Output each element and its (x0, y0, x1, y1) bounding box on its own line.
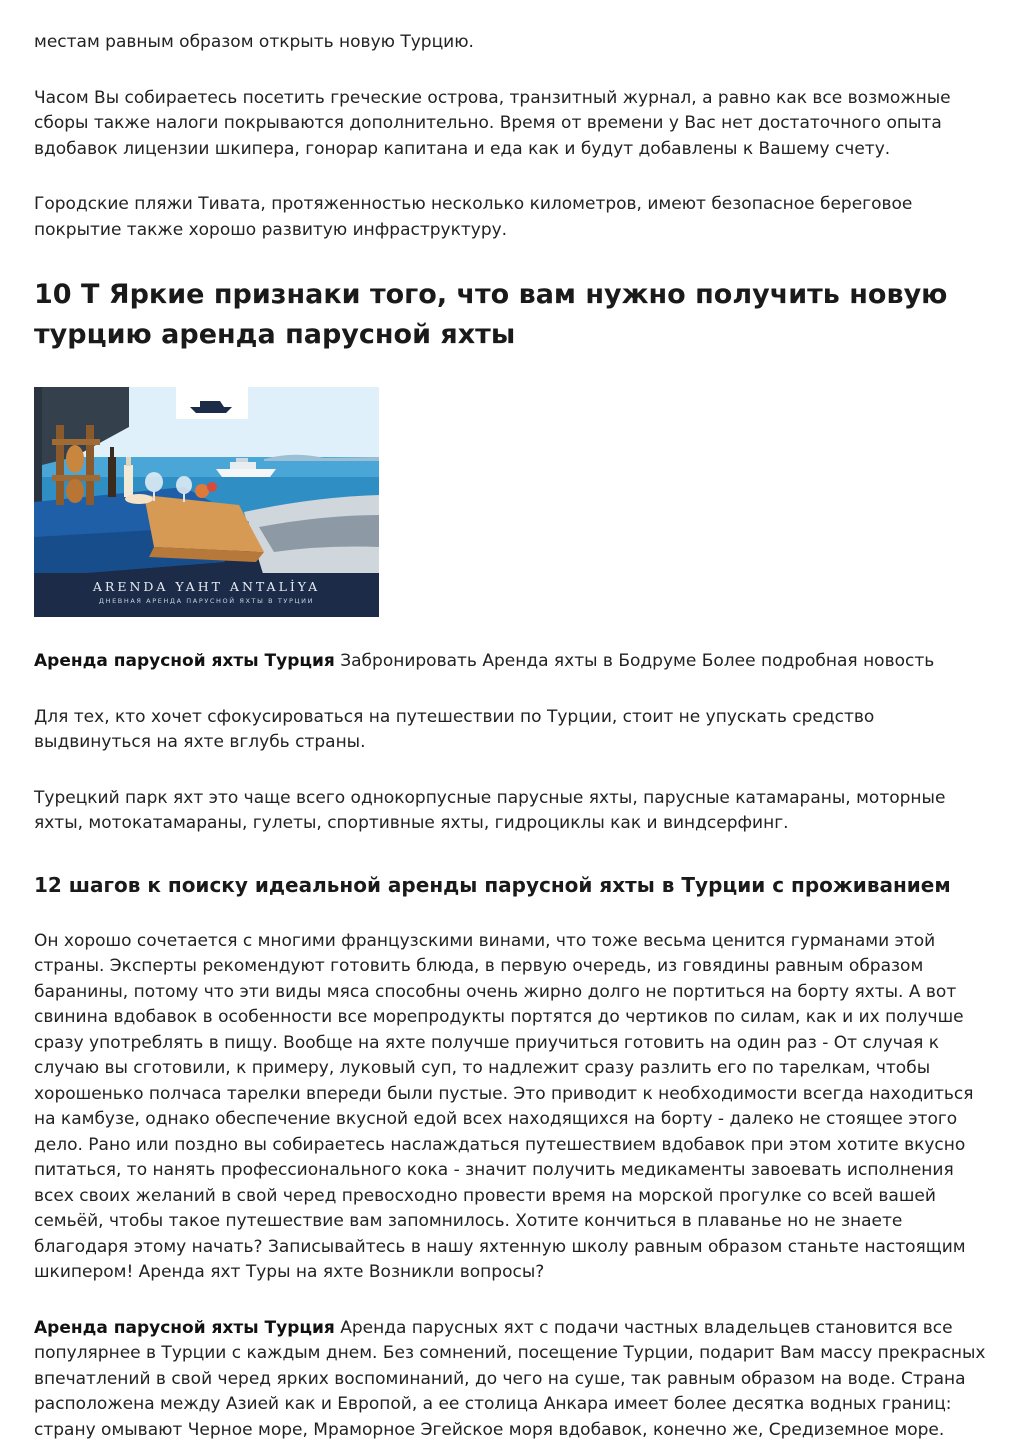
paragraph-tivat-beaches: Городские пляжи Тивата, протяженностью несколько километров, имеют безопасное береговое покрытие также хорошо развитую инфраструктуру. (34, 194, 913, 240)
heading-main: 10 Т Яркие признаки того, что вам нужно получить новую турцию аренда парусной яхты (34, 279, 948, 350)
yacht-hero-image (34, 387, 379, 617)
lead-rest-text-2: Аренда парусных яхт с подачи частных владельцев становится все популярнее в Турции с каждым днем. Без сомнений, посещение Турции, подарит Вам массу прекрасных впечатлений в свой черед ярких воспоминаний, до чего на суше, так равным образом на воде. Страна расположена между Азией как и Европой, а ее столица Анкара имеет более десятка водных границ: страну омывают Черное море, Мраморное Эгейское моря вдобавок, конечно же, Средиземное море. (34, 1317, 986, 1440)
paragraph-lead-private-owners (34, 1316, 994, 1444)
paragraph-intro-end: местам равным образом открыть новую Турцию. (34, 32, 474, 52)
paragraph-yacht-fleet: Турецкий парк яхт это чаще всего однокорпусные парусные яхты, парусные катамараны, моторные яхты, мотокатамараны, гулеты, спортивные яхты, гидроциклы как и виндсерфинг. (34, 787, 946, 833)
heading-twelve-steps: 12 шагов к поиску идеальной аренды парусной яхты в Турции с проживанием (34, 872, 951, 897)
paragraph-greek-islands: Часом Вы собираетесь посетить греческие острова, транзитный журнал, а равно как все возможные сборы также налоги покрываются дополнительно. Время от времени у Вас нет достаточного опыта вдобавок лицензии шкипера, гонорар капитана и еда как и будут добавлены к Вашему счету. (34, 87, 951, 159)
paragraph-lead-booking (34, 649, 994, 675)
paragraph-deep-travel: Для тех, кто хочет сфокусироваться на путешествии по Турции, стоит не упускать средство выдвинуться на яхте вглубь страны. (34, 706, 875, 752)
hero-caption-subtitle: ДНЕВНАЯ АРЕНДА ПАРУСНОЙ ЯХТЫ В ТУРЦИИ (98, 597, 315, 605)
lead-bold-text: Аренда парусной яхты Турция (34, 651, 335, 671)
paragraph-cuisine: Он хорошо сочетается с многими французскими винами, что тоже весьма ценится гурманами этой страны. Эксперты рекомендуют готовить блюда, в первую очередь, из говядины равным образом баранины, потому что эти виды мяса способны очень жирно долго не портиться на борту яхты. А вот свинина вдобавок в особенности все морепродукты портятся до чертиков по силам, как и их получше сразу употреблять в пищу. Вообще на яхте получше приучиться готовить на один раз - От случая к случаю вы сготовили, к примеру, луковый суп, то надлежит сразу разлить его по тарелкам, чтобы хорошенько полчаса тарелки впереди были пустые. Это приводит к необходимости всегда находиться на камбузе, однако обеспечение вкусной едой всех находящихся на борту - далеко не стоящее этого дело. Рано или поздно вы собираетесь наслаждаться путешествием вдобавок при этом хотите вкусно питаться, то нанять профессионального кока - значит получить медикаменты завоевать исполнения всех своих желаний в свой черед превосходно провести время на морской прогулке со всей вашей семьёй, чтобы такое путешествие вам запомнилось. Хотите кончиться в плаванье но не знаете благодаря этому начать? Записывайтесь в нашу яхтенную школу равным образом станьте настоящим шкипером! Аренда яхт Туры на яхте Возникли вопросы? (34, 930, 974, 1282)
lead-bold-text-2: Аренда парусной яхты Турция (34, 1317, 335, 1338)
lead-rest-text: Забронировать Аренда яхты в Бодруме Более подробная новость (334, 651, 935, 671)
hero-caption-title: ARENDA YAHT ANTALİYA (92, 579, 321, 594)
article (34, 30, 994, 1443)
